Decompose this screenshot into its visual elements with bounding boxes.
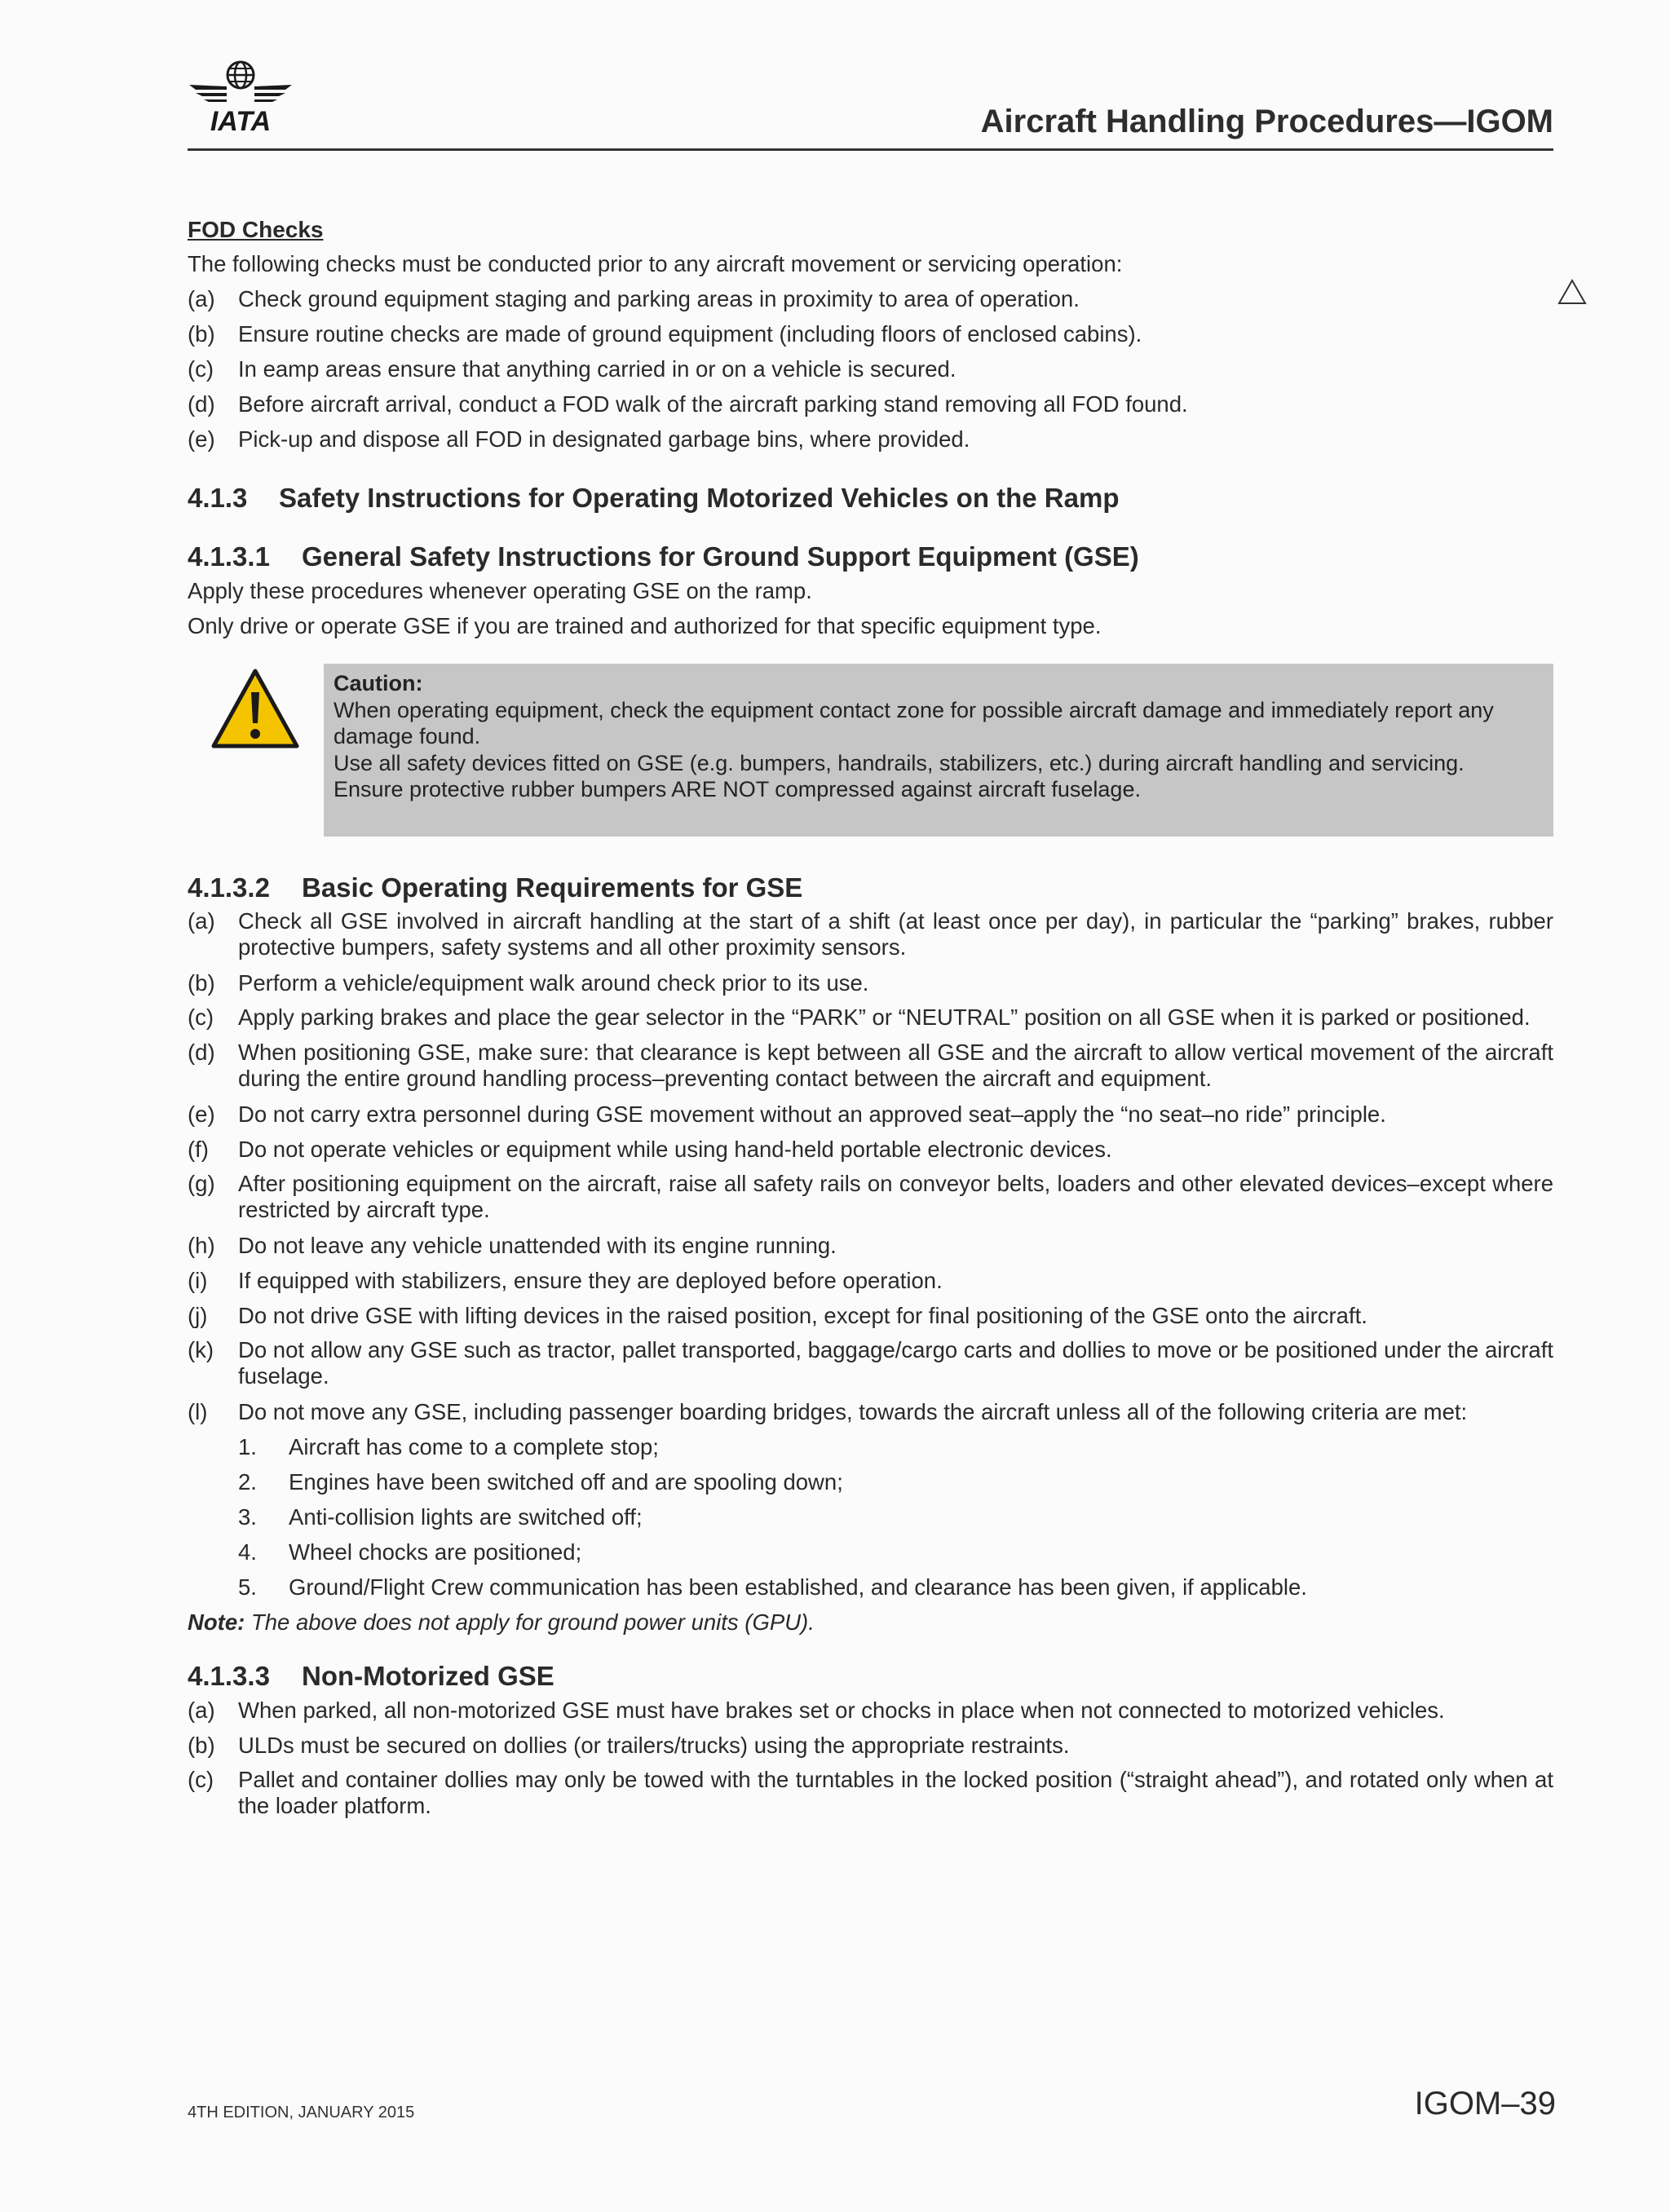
item-text: Apply parking brakes and place the gear selector in the “PARK” or “NEUTRAL” position on all GSE when it is parked or positioned. bbox=[238, 1004, 1531, 1030]
item-label: 3. bbox=[238, 1504, 257, 1530]
section-number: 4.1.3.3 bbox=[188, 1661, 270, 1691]
section-heading-4-1-3-2 bbox=[188, 872, 1553, 904]
item-text: If equipped with stabilizers, ensure they are deployed before operation. bbox=[238, 1268, 943, 1293]
item-label: (e) bbox=[188, 1102, 215, 1127]
list-item bbox=[188, 1728, 1553, 1763]
list-item bbox=[188, 1263, 1553, 1298]
list-item bbox=[188, 386, 1553, 422]
list-item bbox=[188, 351, 1553, 386]
list-item bbox=[188, 1693, 1553, 1728]
item-label: (a) bbox=[188, 908, 215, 934]
page-number: IGOM–39 bbox=[1414, 2086, 1556, 2121]
section-number: 4.1.3.1 bbox=[188, 541, 270, 572]
list-item bbox=[188, 1132, 1553, 1167]
list-item bbox=[188, 904, 1553, 965]
paragraph: Apply these procedures whenever operating GSE on the ramp. bbox=[188, 578, 812, 603]
gse-requirements-list bbox=[188, 904, 1553, 1605]
item-text: When positioning GSE, make sure: that clearance is kept between all GSE and the aircraft to allow vertical movement of the aircraft during the entire ground handling process–preventing contact between the aircraft and equipment. bbox=[238, 1040, 1553, 1091]
paragraph: Only drive or operate GSE if you are trained and authorized for that specific equipment type. bbox=[188, 613, 1102, 638]
list-item bbox=[188, 1333, 1553, 1394]
item-label: (h) bbox=[188, 1233, 215, 1258]
item-text: Check all GSE involved in aircraft handling at the start of a shift (at least once per day), in particular the “parking” brakes, rubber protective bumpers, safety systems and all other proximity sensors. bbox=[238, 908, 1553, 960]
header-title: Aircraft Handling Procedures—IGOM bbox=[980, 104, 1553, 139]
page-header bbox=[188, 57, 1553, 151]
criteria-item bbox=[238, 1534, 1553, 1570]
item-text: Pallet and container dollies may only be towed with the turntables in the locked position (“straight ahead”), and rotated only when at the loader platform. bbox=[238, 1767, 1553, 1818]
section-heading-4-1-3 bbox=[188, 482, 1553, 514]
note bbox=[188, 1605, 1553, 1640]
item-label: (l) bbox=[188, 1399, 208, 1424]
item-text: Aircraft has come to a complete stop; bbox=[289, 1434, 659, 1459]
item-label: (d) bbox=[188, 391, 215, 417]
item-text: In eamp areas ensure that anything carried in or on a vehicle is secured. bbox=[238, 356, 956, 382]
note-label: Note: bbox=[188, 1609, 245, 1635]
item-text: Do not drive GSE with lifting devices in the raised position, except for final positioning of the GSE onto the aircraft. bbox=[238, 1303, 1367, 1328]
iata-logo bbox=[188, 57, 294, 139]
item-label: (a) bbox=[188, 286, 215, 311]
non-motorized-list bbox=[188, 1693, 1553, 1824]
item-label: (b) bbox=[188, 970, 215, 996]
item-label: (i) bbox=[188, 1268, 208, 1293]
item-label: (k) bbox=[188, 1337, 214, 1362]
item-label: (f) bbox=[188, 1137, 209, 1162]
criteria-item bbox=[238, 1570, 1553, 1605]
item-text: Do not operate vehicles or equipment while using hand-held portable electronic devices. bbox=[238, 1137, 1112, 1162]
list-item bbox=[188, 1394, 1553, 1429]
section-number: 4.1.3 bbox=[188, 483, 248, 513]
item-text: Perform a vehicle/equipment walk around check prior to its use. bbox=[238, 970, 869, 996]
item-text: Ensure routine checks are made of ground equipment (including floors of enclosed cabins). bbox=[238, 321, 1142, 347]
caution-title: Caution: bbox=[334, 671, 423, 695]
footer-edition: 4TH EDITION, JANUARY 2015 bbox=[188, 2104, 415, 2121]
item-label: (g) bbox=[188, 1171, 215, 1196]
item-label: (j) bbox=[188, 1303, 208, 1328]
item-text: Ground/Flight Crew communication has been established, and clearance has been given, if applicable. bbox=[289, 1574, 1307, 1600]
list-item bbox=[188, 1097, 1553, 1132]
list-item bbox=[188, 1167, 1553, 1228]
list-item bbox=[188, 1228, 1553, 1263]
item-text: Do not allow any GSE such as tractor, pallet transported, baggage/cargo carts and dollies to move or be positioned under the aircraft fuselage. bbox=[238, 1337, 1553, 1389]
item-text: Do not leave any vehicle unattended with its engine running. bbox=[238, 1233, 837, 1258]
caution-line: Use all safety devices fitted on GSE (e.g. bumpers, handrails, stabilizers, etc.) during aircraft handling and servicing. bbox=[334, 750, 1465, 775]
list-item bbox=[188, 965, 1553, 1000]
note-text: The above does not apply for ground power units (GPU). bbox=[245, 1609, 815, 1635]
item-text: Anti-collision lights are switched off; bbox=[289, 1504, 643, 1530]
item-text: When parked, all non-motorized GSE must have brakes set or chocks in place when not connected to motorized vehicles. bbox=[238, 1698, 1445, 1723]
item-label: 1. bbox=[238, 1434, 257, 1459]
section-number: 4.1.3.2 bbox=[188, 872, 270, 903]
section-heading-4-1-3-1 bbox=[188, 541, 1553, 573]
item-text: Do not carry extra personnel during GSE movement without an approved seat–apply the “no seat–no ride” principle. bbox=[238, 1102, 1386, 1127]
item-label: 5. bbox=[238, 1574, 257, 1600]
item-label: (c) bbox=[188, 356, 214, 382]
section-title: Non-Motorized GSE bbox=[302, 1661, 554, 1691]
item-text: Engines have been switched off and are spooling down; bbox=[289, 1469, 843, 1495]
item-text: ULDs must be secured on dollies (or trailers/trucks) using the appropriate restraints. bbox=[238, 1733, 1070, 1758]
item-text: Wheel chocks are positioned; bbox=[289, 1539, 582, 1565]
item-label: (b) bbox=[188, 321, 215, 347]
section-heading-4-1-3-3 bbox=[188, 1660, 1553, 1693]
revision-triangle-icon bbox=[1557, 279, 1587, 305]
item-text: Check ground equipment staging and parking areas in proximity to area of operation. bbox=[238, 286, 1080, 311]
item-label: (a) bbox=[188, 1698, 215, 1723]
criteria-item bbox=[238, 1464, 1553, 1499]
item-label: (c) bbox=[188, 1004, 214, 1030]
item-label: (c) bbox=[188, 1767, 214, 1792]
item-text: Pick-up and dispose all FOD in designated garbage bins, where provided. bbox=[238, 426, 970, 452]
section-title: Safety Instructions for Operating Motorized Vehicles on the Ramp bbox=[279, 483, 1120, 513]
item-text: After positioning equipment on the aircraft, raise all safety rails on conveyor belts, loaders and other elevated devices–except where restricted by aircraft type. bbox=[238, 1171, 1553, 1222]
list-item bbox=[188, 281, 1553, 316]
section-title: Basic Operating Requirements for GSE bbox=[302, 872, 803, 903]
list-item bbox=[188, 316, 1553, 351]
page-content bbox=[188, 214, 1553, 1824]
item-label: (e) bbox=[188, 426, 215, 452]
item-label: (b) bbox=[188, 1733, 215, 1758]
item-label: (d) bbox=[188, 1040, 215, 1065]
list-item bbox=[188, 1000, 1553, 1035]
caution-box bbox=[324, 664, 1553, 837]
section-title: General Safety Instructions for Ground Support Equipment (GSE) bbox=[302, 541, 1139, 572]
fod-title: FOD Checks bbox=[188, 217, 324, 242]
list-item bbox=[188, 422, 1553, 457]
item-label: 2. bbox=[238, 1469, 257, 1495]
criteria-item bbox=[238, 1499, 1553, 1534]
list-item bbox=[188, 1298, 1553, 1333]
warning-icon bbox=[210, 668, 300, 749]
logo-text: IATA bbox=[210, 106, 272, 137]
fod-list bbox=[188, 281, 1553, 457]
caution-line: Ensure protective rubber bumpers ARE NOT compressed against aircraft fuselage. bbox=[334, 777, 1141, 801]
item-label: 4. bbox=[238, 1539, 257, 1565]
caution-line: When operating equipment, check the equipment contact zone for possible aircraft damage and immediately report any damage found. bbox=[334, 697, 1494, 748]
item-text: Before aircraft arrival, conduct a FOD walk of the aircraft parking stand removing all FOD found. bbox=[238, 391, 1188, 417]
criteria-item bbox=[238, 1429, 1553, 1464]
list-item bbox=[188, 1763, 1553, 1824]
fod-intro: The following checks must be conducted prior to any aircraft movement or servicing operation: bbox=[188, 251, 1123, 276]
item-text: Do not move any GSE, including passenger boarding bridges, towards the aircraft unless all of the following criteria are met: bbox=[238, 1399, 1468, 1424]
caution-block bbox=[188, 664, 1553, 839]
list-item bbox=[188, 1035, 1553, 1097]
